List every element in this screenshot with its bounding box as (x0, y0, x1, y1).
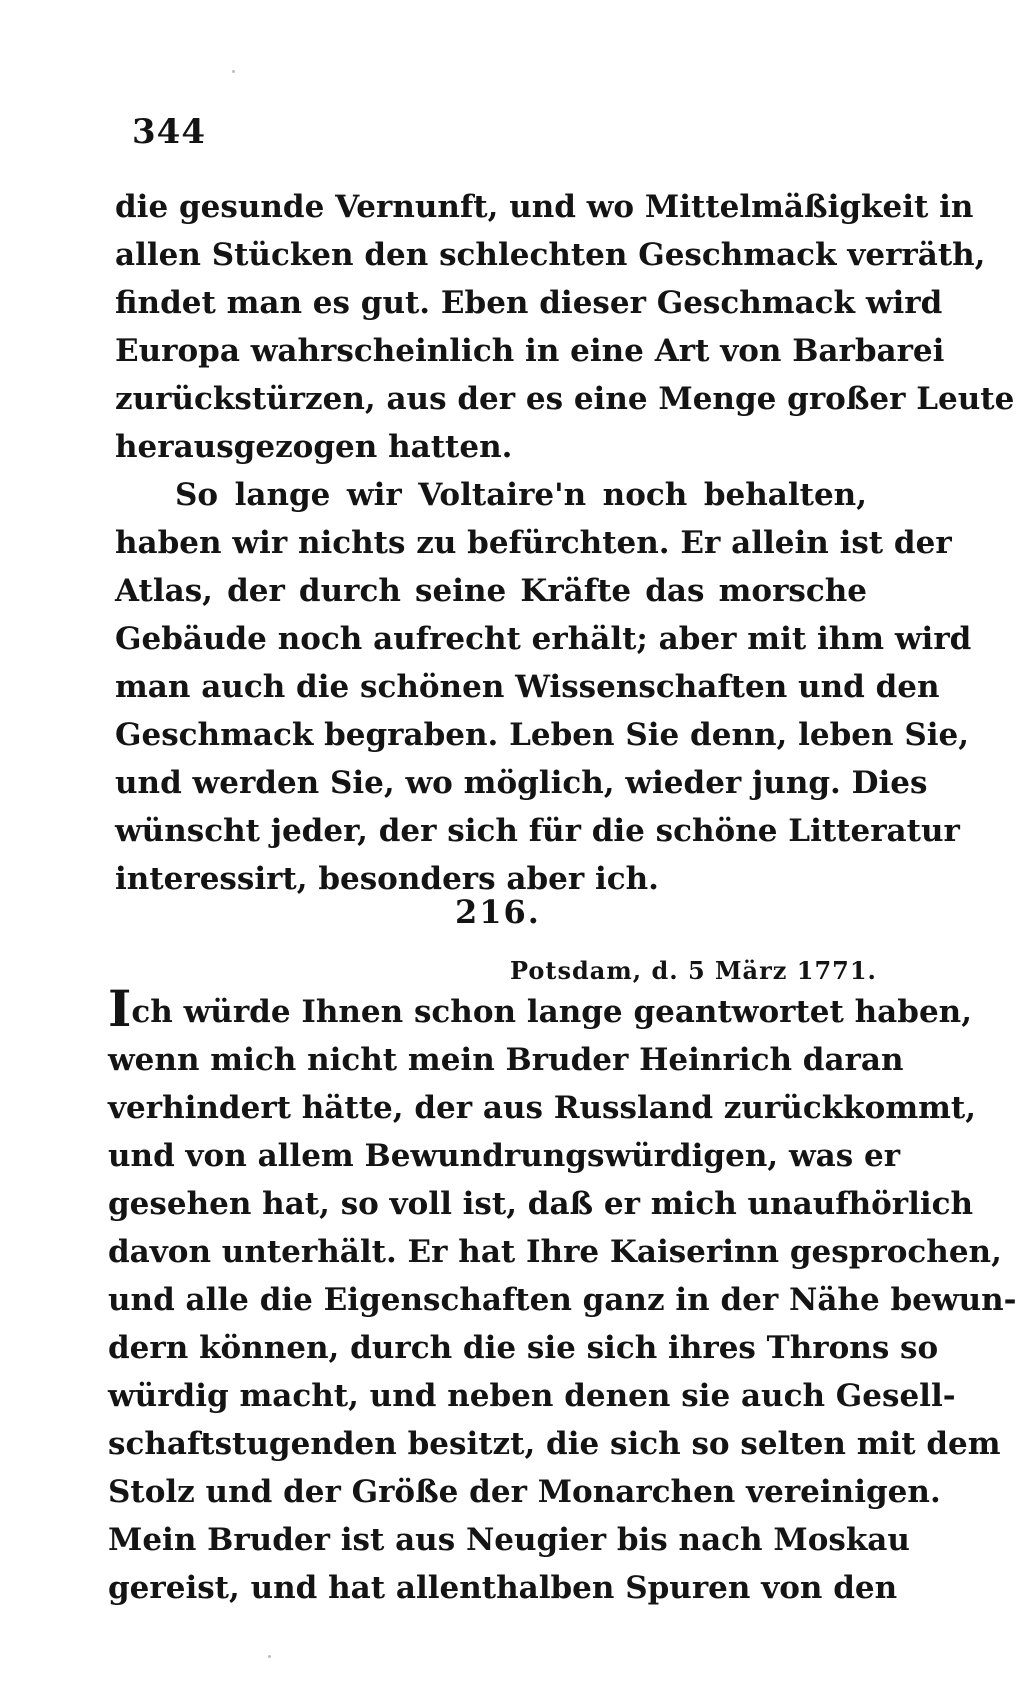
letter-number: 216. (455, 893, 541, 931)
text-line: und alle die Eigenschaften ganz in der Nähe bewun- (108, 1282, 1017, 1318)
text-line: interessirt, besonders aber ich. (115, 861, 659, 897)
text-line: und werden Sie, wo möglich, wieder jung. Dies (115, 765, 928, 801)
text-line: gesehen hat, so voll ist, daß er mich unaufhörlich (108, 1186, 974, 1222)
text-line: dern können, durch die sie sich ihres Throns so (108, 1330, 939, 1366)
text-line: findet man es gut. Eben dieser Geschmack wird (115, 285, 943, 321)
paper-speck (268, 1655, 271, 1658)
text-line: verhindert hätte, der aus Russland zurückkommt, (108, 1090, 977, 1126)
text-line: wünscht jeder, der sich für die schöne Litteratur (115, 813, 960, 849)
text-line: haben wir nichts zu befürchten. Er allein ist der (115, 525, 952, 561)
text-line: man auch die schönen Wissenschaften und den (115, 669, 940, 705)
paper-speck (232, 70, 235, 73)
paragraph-continued (115, 183, 1015, 903)
drop-cap: I (108, 979, 132, 1038)
text-line: schaftstugenden besitzt, die sich so selten mit dem (108, 1426, 1001, 1462)
page-number: 344 (132, 112, 206, 152)
text-line: und von allem Bewundrungswürdigen, was er (108, 1138, 901, 1174)
text-line: wenn mich nicht mein Bruder Heinrich daran (108, 1042, 904, 1078)
text-line: die gesunde Vernunft, und wo Mittelmäßigkeit in (115, 189, 974, 225)
text-line: Atlas, der durch seine Kräfte das morsche (115, 573, 867, 609)
text-line: Stolz und der Größe der Monarchen vereinigen. (108, 1474, 941, 1510)
text-line: Geschmack begraben. Leben Sie denn, leben Sie, (115, 717, 970, 753)
text-line: ch würde Ihnen schon lange geantwortet haben, (131, 994, 972, 1030)
text-line: So lange wir Voltaire'n noch behalten, (175, 477, 867, 513)
text-line: Mein Bruder ist aus Neugier bis nach Moskau (108, 1522, 910, 1558)
text-line-first (108, 979, 972, 1038)
text-line: Gebäude noch aufrecht erhält; aber mit ihm wird (115, 621, 972, 657)
text-line: gereist, und hat allenthalben Spuren von den (108, 1570, 898, 1606)
letter-dateline: Potsdam, d. 5 März 1771. (510, 956, 877, 985)
letter-body (108, 979, 1017, 1612)
text-line: davon unterhält. Er hat Ihre Kaiserinn gesprochen, (108, 1234, 1002, 1270)
text-line: würdig macht, und neben denen sie auch Gesell- (108, 1378, 956, 1414)
text-line: zurückstürzen, aus der es eine Menge großer Leute (115, 381, 1015, 417)
text-line: allen Stücken den schlechten Geschmack verräth, (115, 237, 986, 273)
text-line: Europa wahrscheinlich in eine Art von Barbarei (115, 333, 945, 369)
text-line: herausgezogen hatten. (115, 429, 513, 465)
